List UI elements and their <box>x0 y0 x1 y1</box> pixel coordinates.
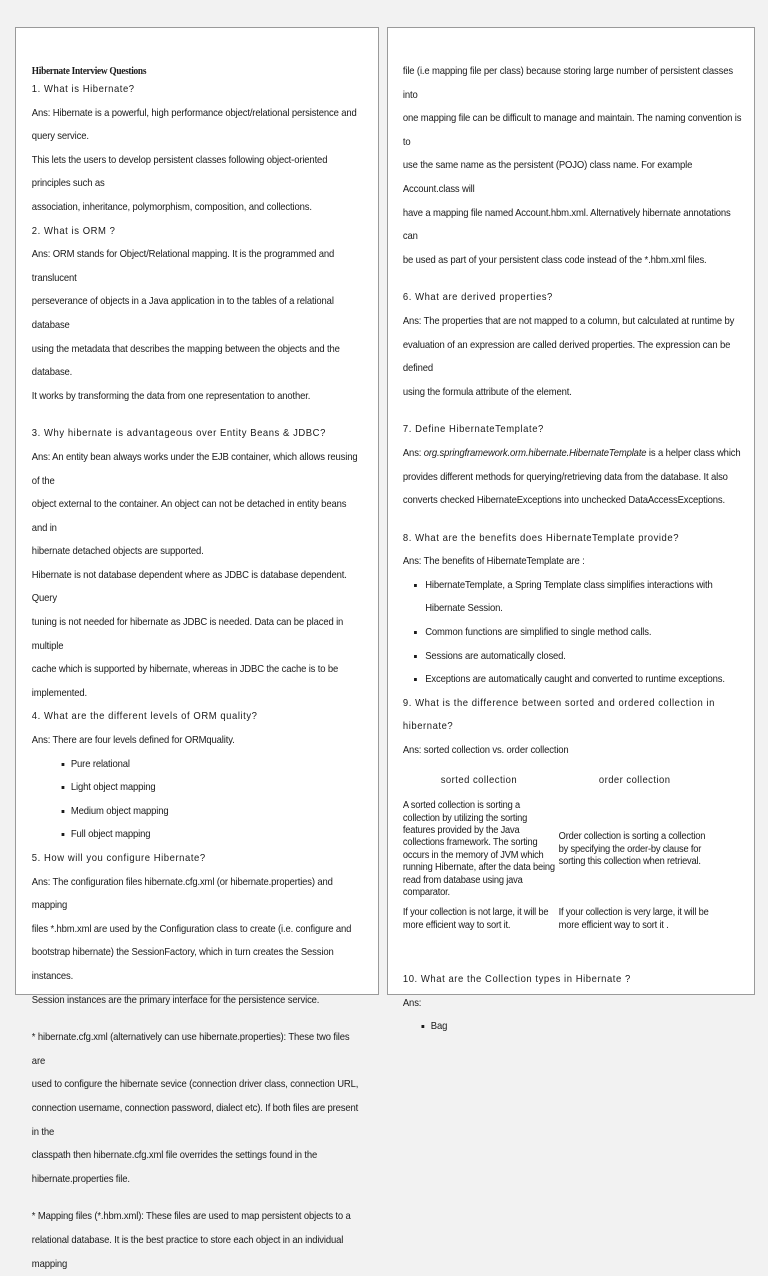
answer-3 <box>32 446 363 706</box>
question-2: 2. What is ORM ? <box>31 225 116 237</box>
text-line: one mapping file can be difficult to manage and maintain. The naming convention is to <box>402 113 742 148</box>
text-line: hibernate.properties file. <box>31 1173 130 1185</box>
text-line: It works by transforming the data from one representation to another. <box>31 390 311 402</box>
table-cell: A sorted collection is sorting a collection by utilizing the sorting features provided by the Java collections framework. The sorting occurs in the memory of JVM which running Hibernate, after the data being read from database using java comparator. <box>402 800 555 899</box>
text-line: using the metadata that describes the mapping between the objects and the database. <box>31 343 340 379</box>
page-right-content <box>388 28 745 1039</box>
answer-10: Ans: <box>402 997 422 1009</box>
table-header-row <box>401 767 713 799</box>
answer-1 <box>32 102 363 220</box>
text-line: using the formula attribute of the element. <box>402 386 572 398</box>
text-line: have a mapping file named Account.hbm.xml. Alternatively hibernate annotations can <box>402 207 731 243</box>
table-row <box>401 798 713 905</box>
text-line: relational database. It is the best practice to store each object in an individual mapping <box>31 1234 344 1270</box>
text-line: Session instances are the primary interface for the persistence service. <box>31 994 320 1006</box>
answer-6 <box>403 310 745 404</box>
text-line: cache which is supported by hibernate, whereas in JDBC the cache is to be <box>31 664 339 676</box>
question-6: 6. What are derived properties? <box>402 292 553 304</box>
answer-5 <box>32 871 363 1013</box>
text-line: connection username, connection password, dialect etc). If both files are present in the <box>31 1102 359 1138</box>
list-item: Medium object mapping <box>62 800 363 824</box>
text-line: This lets the users to develop persistent classes following object-oriented principles such as <box>31 154 328 190</box>
list-item: Exceptions are automatically caught and converted to runtime exceptions. <box>414 668 745 692</box>
class-name: org.springframework.orm.hibernate.HibernateTemplate <box>423 447 647 459</box>
table-cell: Order collection is sorting a collection by specifying the order-by clause for sorting this collection when retrieval. <box>558 831 706 868</box>
question-5: 5. How will you configure Hibernate? <box>31 853 206 864</box>
text-line: be used as part of your persistent class code instead of the *.hbm.xml files. <box>402 254 707 266</box>
text-line: tuning is not needed for hibernate as JDBC is needed. Data can be placed in multiple <box>31 617 344 652</box>
page-left <box>15 27 379 1270</box>
page-left-content <box>16 28 363 1276</box>
column-header: sorted collection <box>440 774 518 786</box>
text-line: files *.hbm.xml are used by the Configuration class to create (i.e. configure and <box>31 923 352 935</box>
question-1: 1. What is Hibernate? <box>31 84 135 95</box>
question-9: 9. What is the difference between sorted and ordered collection in hibernate? <box>402 697 715 733</box>
text-line: * Mapping files (*.hbm.xml): These files are used to map persistent objects to a <box>31 1211 351 1223</box>
text-line: Ans: An entity bean always works under the EJB container, which allows reusing of the <box>31 451 358 487</box>
answer-2 <box>32 243 363 408</box>
table-cell: If your collection is very large, it will be more efficient way to sort it . <box>558 907 709 931</box>
column-header: order collection <box>598 774 671 786</box>
text-line: Ans: The configuration files hibernate.cfg.xml (or hibernate.properties) and mapping <box>31 876 333 912</box>
answer-5-cfg <box>32 1026 363 1191</box>
text-line <box>403 442 745 466</box>
text-line: perseverance of objects in a Java application in to the tables of a relational database <box>31 296 334 331</box>
text-line: Ans: The properties that are not mapped to a column, but calculated at runtime by <box>402 315 735 327</box>
page-right <box>387 27 755 1033</box>
question-8: 8. What are the benefits does HibernateTemplate provide? <box>402 532 680 544</box>
answer-4: Ans: There are four levels defined for ORMquality. <box>31 735 235 747</box>
text-line: classpath then hibernate.cfg.xml file overrides the settings found in the <box>31 1150 318 1162</box>
text-line: converts checked HibernateExceptions into unchecked DataAccessExceptions. <box>402 495 726 507</box>
list-item: Sessions are automatically closed. <box>414 645 745 669</box>
text-line: file (i.e mapping file per class) because storing large number of persistent classes into <box>402 66 733 101</box>
list-item: Full object mapping <box>62 823 363 847</box>
question-4: 4. What are the different levels of ORM quality? <box>31 711 258 723</box>
text-line: bootstrap hibernate) the SessionFactory, which in turn creates the Session instances. <box>31 947 334 982</box>
question-10: 10. What are the Collection types in Hibernate ? <box>402 974 631 986</box>
answer-9: Ans: sorted collection vs. order collection <box>402 745 569 757</box>
text-line: use the same name as the persistent (POJO) class name. For example Account.class will <box>402 160 693 195</box>
question-3: 3. Why hibernate is advantageous over Entity Beans & JDBC? <box>31 428 326 440</box>
document-title: Hibernate Interview Questions <box>31 66 147 77</box>
text-line: hibernate detached objects are supported. <box>31 546 204 558</box>
text-line: association, inheritance, polymorphism, composition, and collections. <box>31 201 312 213</box>
answer-7 <box>403 442 745 513</box>
question-7: 7. Define HibernateTemplate? <box>402 424 544 436</box>
text-line: Ans: ORM stands for Object/Relational mapping. It is the programmed and translucent <box>31 249 335 284</box>
text-line: used to configure the hibernate sevice (connection driver class, connection URL, <box>31 1079 359 1091</box>
list-item: Common functions are simplified to single method calls. <box>414 621 745 645</box>
text-line: Ans: Hibernate is a powerful, high performance object/relational persistence and query service. <box>31 107 357 143</box>
list-item: Light object mapping <box>62 776 363 800</box>
table-row <box>401 905 713 938</box>
text-line: provides different methods for querying/retrieving data from the database. It also <box>402 471 728 483</box>
answer-5-mapping-continued <box>403 60 745 272</box>
collection-types-list <box>403 1015 745 1039</box>
list-item: Bag <box>421 1015 745 1039</box>
text-line: * hibernate.cfg.xml (alternatively can use hibernate.properties): These two files are <box>31 1032 350 1067</box>
list-item: HibernateTemplate, a Spring Template class simplifies interactions with Hibernate Session. <box>414 574 723 621</box>
table-cell: If your collection is not large, it will be more efficient way to sort it. <box>402 907 549 931</box>
ans-rest: is a helper class which <box>646 447 741 459</box>
text-line: implemented. <box>31 687 88 699</box>
orm-levels-list <box>32 753 363 847</box>
benefits-list <box>403 574 745 692</box>
list-item: Pure relational <box>62 753 363 777</box>
ans-prefix: Ans: <box>402 447 424 459</box>
answer-8: Ans: The benefits of HibernateTemplate are : <box>402 556 585 568</box>
comparison-table <box>401 767 713 939</box>
answer-5-mapping <box>32 1205 363 1276</box>
text-line: evaluation of an expression are called derived properties. The expression can be defined <box>402 339 731 375</box>
text-line: Hibernate is not database dependent where as JDBC is database dependent. Query <box>31 569 347 605</box>
text-line: object external to the container. An object can not be detached in entity beans and in <box>31 499 347 534</box>
